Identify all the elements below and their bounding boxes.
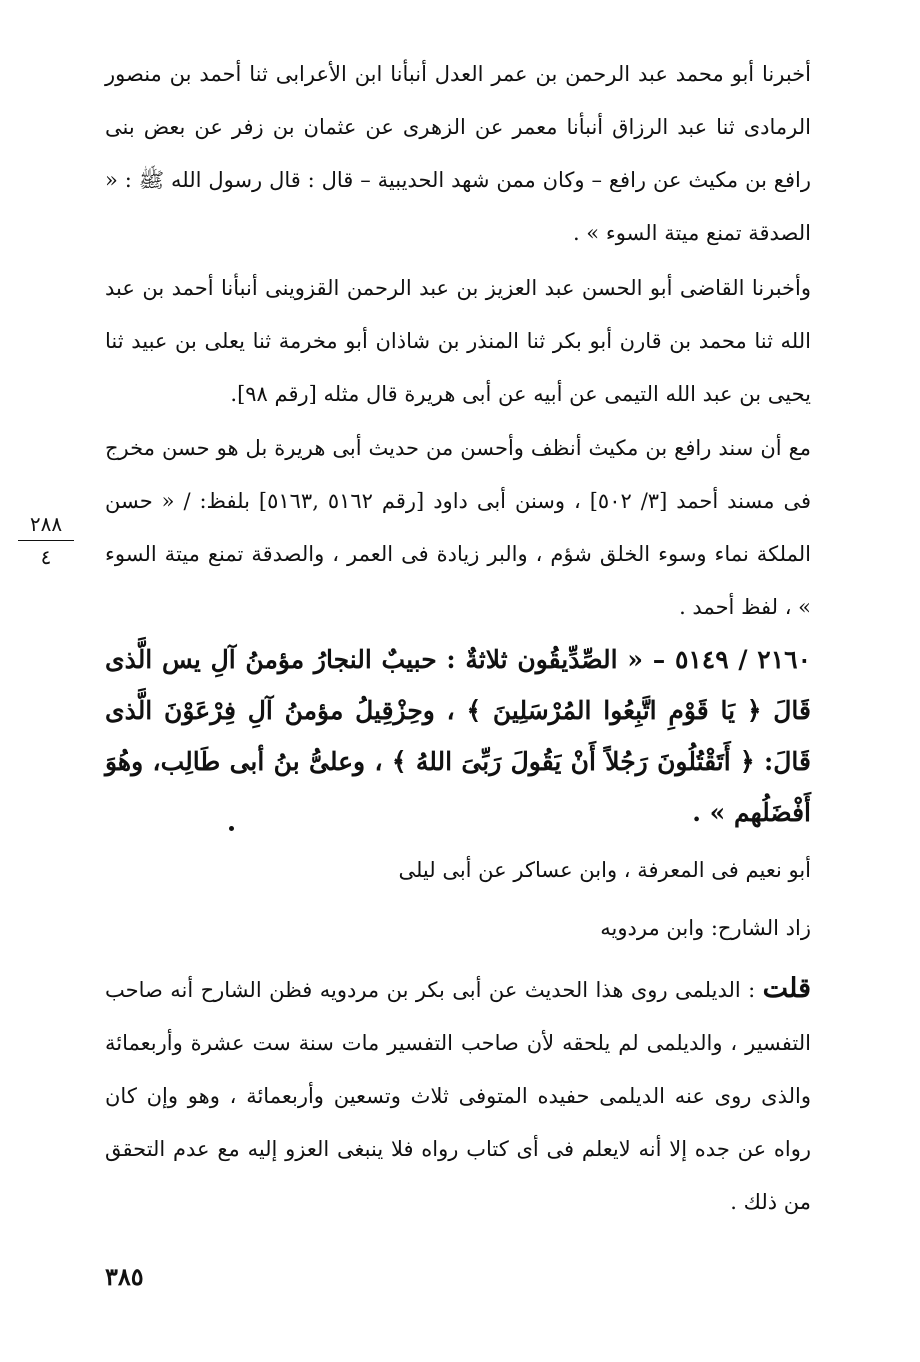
page-number: ٣٨٥ [105,1262,144,1291]
margin-volume-reference [18,510,74,571]
dot-mark [229,826,234,831]
source-attribution: أبو نعيم فى المعرفة ، وابن عساكر عن أبى ليلى [398,858,811,882]
commentator-addition: زاد الشارح: وابن مردويه [600,916,811,940]
commentary-lead-word: قلت [762,973,811,1004]
paragraph-isnad-abu-hurayra: وأخبرنا القاضى أبو الحسن عبد العزيز بن عبد الرحمن القزوينى أنبأنا أحمد بن عبد الله ثنا محمد بن قارن أبو بكر ثنا المنذر بن شاذان أبو مخرمة ثنا يعلى بن عبيد ثنا يحيى بن عبد الله التيمى عن أبيه عن أبى هريرة قال مثله [رقم ٩٨]. [105,276,811,406]
commentary-paragraph [105,962,811,1229]
paragraph-grading-note: مع أن سند رافع بن مكيث أنظف وأحسن من حديث أبى هريرة بل هو حسن مخرج فى مسند أحمد [٣/ ٥٠٢] ، وسنن أبى داود [رقم ٥١٦٢ ,٥١٦٣] بلفظ: / « حسن الملكة نماء وسوء الخلق شؤم ، والبر زيادة فى العمر ، والصدقة تمنع ميتة السوء » ، لفظ أحمد . [105,436,811,619]
commentary-text: : الديلمى روى هذا الحديث عن أبى بكر بن مردويه فظن الشارح أنه صاحب التفسير ، والديلمى لم يلحقه لأن صاحب التفسير مات سنة ست عشرة وأربعمائة والذى روى عنه الديلمى حفيده المتوفى ثلاث وتسعين وأربعمائة ، وهو وإن كان رواه عن جده إلا أنه لايعلم فى أى كتاب رواه فلا ينبغى العزو إليه مع عدم التحقق من ذلك . [105,978,811,1214]
margin-reference-bottom: ٤ [40,545,52,569]
margin-reference-top: ٢٨٨ [18,510,74,541]
paragraph-isnad-rafi: أخبرنا أبو محمد عبد الرحمن بن عمر العدل أنبأنا ابن الأعرابى ثنا أحمد بن منصور الرمادى ثنا عبد الرزاق أنبأنا معمر عن الزهرى عن عثمان بن زفر عن بعض بنى رافع بن مكيث عن رافع – وكان ممن شهد الحديبية – قال : قال رسول الله ﷺ : « الصدقة تمنع ميتة السوء » . [105,62,811,245]
hadith-text: ٢١٦٠ / ٥١٤٩ – « الصِّدِّيقُون ثلاثةٌ : حبيبٌ النجارُ مؤمنُ آلِ يس الَّذى قَالَ ﴿ يَا قَوْمِ اتَّبِعُوا المُرْسَلِينَ ﴾ ، وحِزْقِيلُ مؤمنُ آلِ فِرْعَوْنَ الَّذى قَالَ: ﴿ أَتَقْتُلُونَ رَجُلاً أَنْ يَقُولَ رَبِّىَ اللهُ ﴾ ، وعلىُّ بنُ أبى طَالِب، وهُوَ أَفْضَلُهم » . [105,645,811,827]
